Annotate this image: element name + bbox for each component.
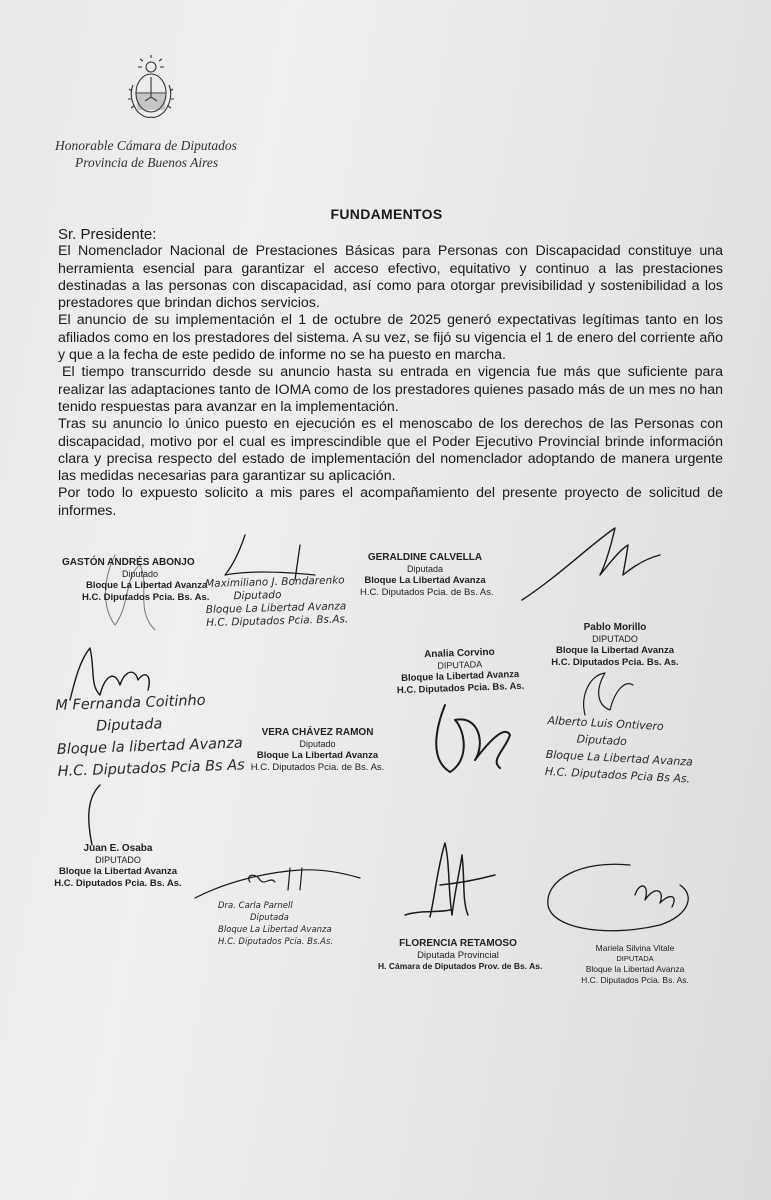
signer-role: Diputada [406,563,444,574]
signer-house: H.C. Diputados Pcia. Bs. As. [82,591,210,603]
paragraph-5: Por todo lo expuesto solicito a mis pares el acompañamiento del presente proyecto de solicitud de informes. [58,485,723,519]
signer-name: Mariela Silvina Vitale [595,943,675,953]
signer-house: H. Cámara de Diputados Prov. de Bs. As. [378,961,543,971]
signer-name: Analia Corvino [423,646,495,661]
signer-name: Juan E. Osaba [83,843,153,854]
signature-scribble-retamoso [400,835,500,930]
signer-name: VERA CHÁVEZ RAMON [261,727,374,738]
signer-role: Diputada Provincial [417,949,499,961]
handwritten-ontivero: Alberto Luis Ontivero Diputado Bloque La Libertad Avanza H.C. Diputados Pcia Bs As. [544,713,694,786]
signer-role: DIPUTADA [437,658,483,671]
signer-house: H.C. Diputados Pcia. de Bs. As. [250,761,385,773]
signature-morillo [530,622,700,668]
handwritten-coitinho: M Fernanda Coitinho Diputada Bloque la libertad Avanza H.C. Diputados Pcia Bs As [55,692,245,780]
signature-scribble-parnell [190,860,365,905]
signature-retamoso [378,938,543,973]
signature-scribble-vitale [540,855,700,945]
signer-role: Diputado [299,738,336,749]
signer-bloc: Bloque la Libertad Avanza [400,668,520,685]
signer-house: H.C. Diputados Pcia. Bs. As. [551,656,679,668]
signer-bloc: Bloque La Libertad Avanza [364,575,486,586]
province-name: Provincia de Buenos Aires [75,155,219,170]
signer-name: GASTÓN ANDRÉS ABONJO [62,557,195,568]
signer-name: FLORENCIA RETAMOSO [399,938,517,949]
argentina-seal-icon [123,55,179,121]
signer-house: H.C. Diputados Pcia. de Bs. As. [360,586,494,598]
signer-bloc: Bloque La Libertad Avanza [256,750,379,761]
paragraph-3: El tiempo transcurrido desde su anuncio hasta su entrada en vigencia fue más que suficiente para realizar las adaptaciones tanto de IOMA como de los prestadores quienes pasado más de un mes no han tenido respuestas para avanzar en la implementación. [58,364,723,415]
signer-role: DIPUTADO [95,854,141,865]
signer-bloc: Bloque la Libertad Avanza [555,645,675,656]
signature-vitale [570,943,700,985]
signer-role: DIPUTADA [616,953,654,963]
document-body [58,226,723,520]
signature-scribble-abonjo [95,545,185,635]
signature-osaba [38,843,198,889]
handwritten-parnell: Dra. Carla Parnell Diputada Bloque La Libertad Avanza H.C. Diputados Pcia. Bs.As. [218,901,334,947]
signature-calvella [360,552,494,598]
signer-bloc: Bloque La Libertad Avanza [86,580,208,591]
paragraph-4: Tras su anuncio lo único puesto en ejecución es el menoscabo de los derechos de las Personas con discapacidad, motivo por el cual es imprescindible que el Poder Ejecutivo Provincial brinde información clara y precisa respecto del estado de implementación del nomenclador adoptando de manera urgente las medidas necesarias para garantizar su aplicación. [58,416,723,485]
signer-bloc: Bloque la Libertad Avanza [58,866,178,877]
signer-house: H.C. Diputados Pcia. Bs. As. [396,680,525,696]
signer-role: Diputado [122,568,159,579]
document-title: FUNDAMENTOS [330,206,443,222]
signer-house: H.C. Diputados Pcia. Bs. As. [54,877,182,889]
handwritten-bondarenko: Maximiliano J. Bondarenko Diputado Bloque La Libertad Avanza H.C. Diputados Pcia. Bs.As. [205,574,349,629]
salutation: Sr. Presidente: [58,226,157,243]
signature-scribble-osaba [70,780,110,850]
signer-bloc: Bloque la Libertad Avanza [585,964,685,974]
signer-house: H.C. Diputados Pcia. Bs. As. [581,974,689,985]
signature-chavez [245,727,390,773]
paragraph-2: El anuncio de su implementación el 1 de octubre de 2025 generó expectativas legítimas tanto en los afiliados como en los prestadores del sistema. A su vez, se fijó su vigencia el 1 de enero del corriente año y que a la fecha de este pedido de informe no se ha puesto en marcha. [58,312,723,364]
chamber-name: Honorable Cámara de Diputados [55,138,237,153]
paragraph-1: El Nomenclador Nacional de Prestaciones Básicas para Personas con Discapacidad constituye una herramienta esencial para garantizar el acceso efectivo, equitativo y continuo a las prestaciones destinadas a las personas con discapacidad, así como para otorgar previsibilidad y sostenibilidad a los prestadores que brindan dichos servicios. [58,243,723,312]
signer-name: GERALDINE CALVELLA [367,552,483,563]
signer-role: DIPUTADO [592,633,638,644]
signature-scribble-corvino [430,690,520,780]
signer-name: Pablo Morillo [583,622,647,633]
signature-scribble-morillo [520,520,680,610]
